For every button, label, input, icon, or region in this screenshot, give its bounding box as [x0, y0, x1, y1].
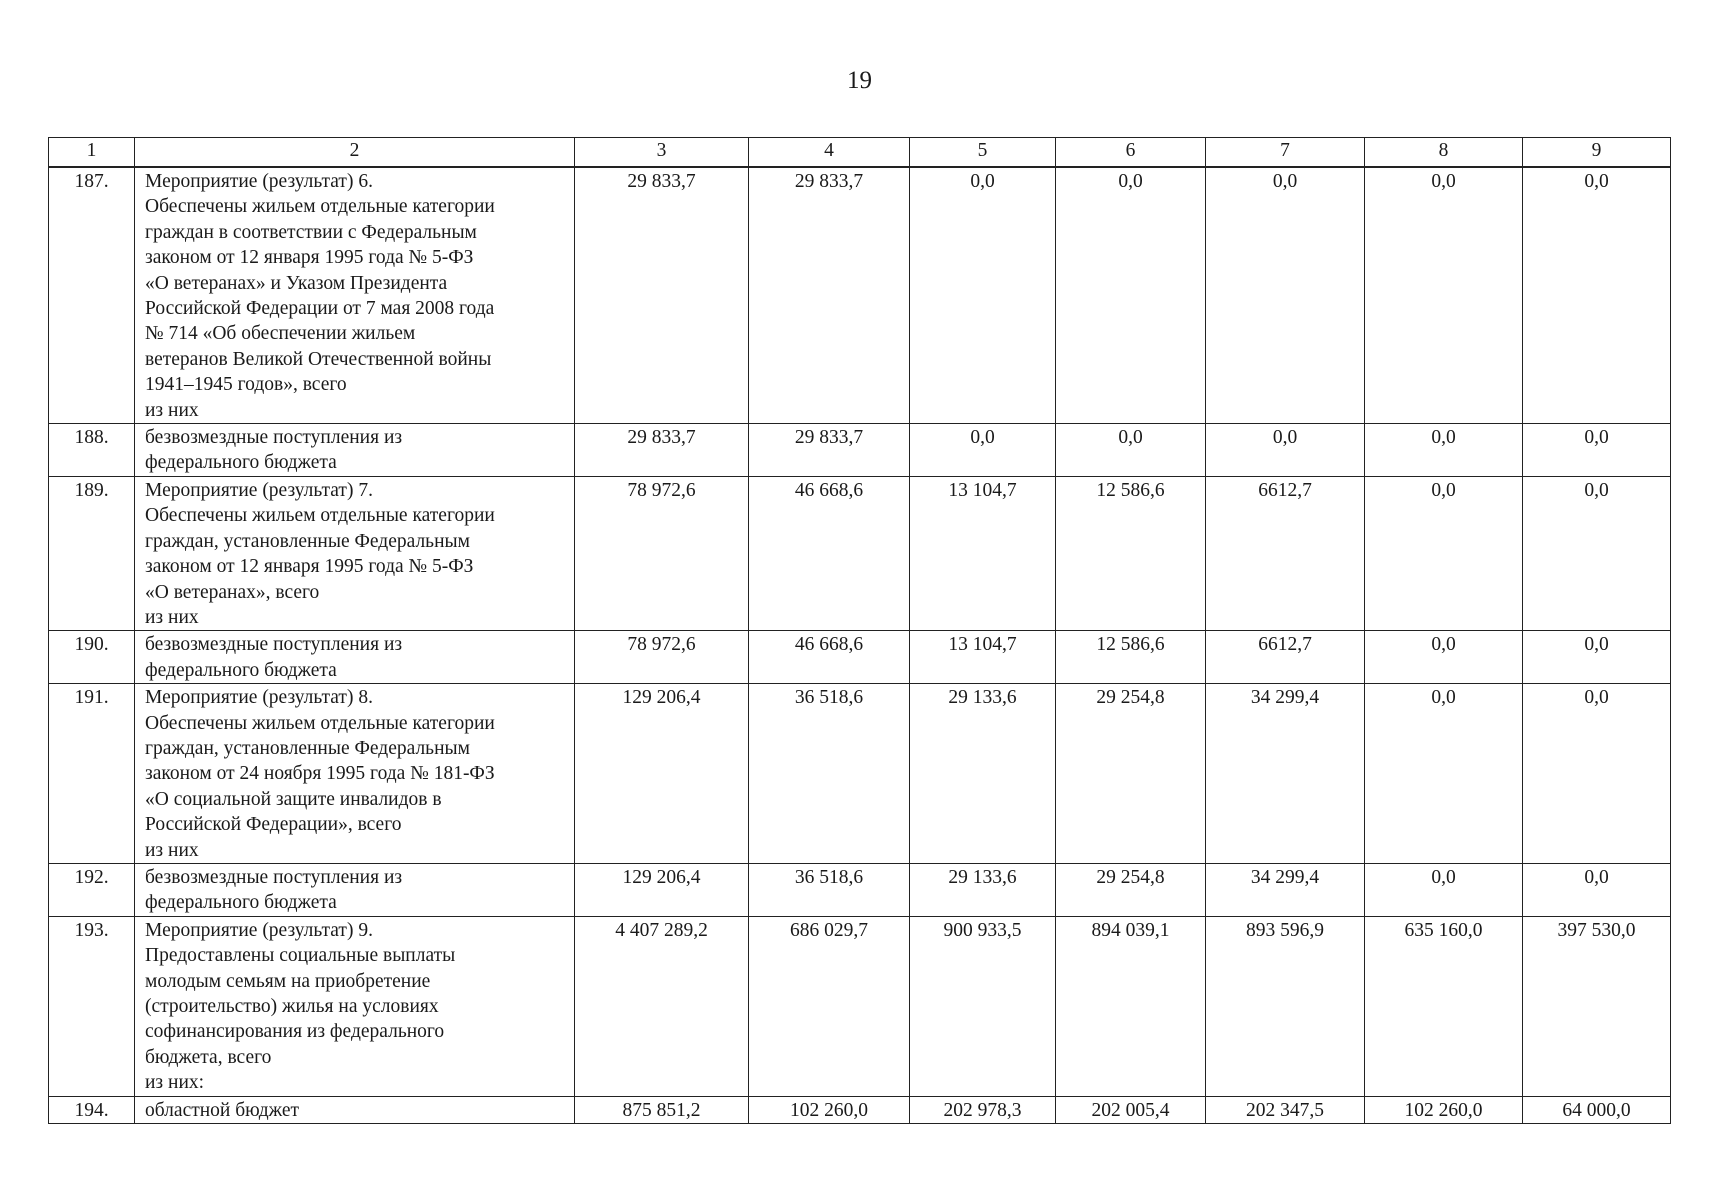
description-line: из них [145, 399, 199, 421]
value-col-6: 894 039,1 [1056, 916, 1206, 1096]
value-col-5: 202 978,3 [910, 1096, 1056, 1123]
table-body [49, 167, 1671, 1124]
value-col-6: 12 586,6 [1056, 476, 1206, 630]
row-description [135, 631, 575, 684]
value-col-4: 46 668,6 [749, 476, 910, 630]
row-number: 191. [49, 684, 135, 864]
description-line: Мероприятие (результат) 8. [145, 687, 373, 709]
description-line: Мероприятие (результат) 9. [145, 919, 373, 941]
column-header-8: 8 [1365, 138, 1523, 168]
description-line: «О социальной защите инвалидов в [145, 788, 442, 810]
value-col-7: 6612,7 [1206, 476, 1365, 630]
value-col-6: 12 586,6 [1056, 631, 1206, 684]
value-col-5: 0,0 [910, 167, 1056, 424]
column-header-3: 3 [575, 138, 749, 168]
value-col-9: 0,0 [1523, 631, 1671, 684]
value-col-9: 64 000,0 [1523, 1096, 1671, 1123]
description-line: Российской Федерации», всего [145, 814, 402, 836]
table-row [49, 916, 1671, 1096]
description-line: из них: [145, 1072, 205, 1094]
value-col-5: 13 104,7 [910, 631, 1056, 684]
value-col-6: 0,0 [1056, 424, 1206, 477]
row-description [135, 424, 575, 477]
description-line: граждан, установленные Федеральным [145, 530, 470, 552]
value-col-6: 202 005,4 [1056, 1096, 1206, 1123]
description-line: бюджета, всего [145, 1046, 272, 1068]
row-number: 190. [49, 631, 135, 684]
column-header-4: 4 [749, 138, 910, 168]
value-col-4: 29 833,7 [749, 167, 910, 424]
description-line: софинансирования из федерального [145, 1021, 445, 1043]
description-line: областной бюджет [145, 1099, 300, 1121]
value-col-8: 0,0 [1365, 863, 1523, 916]
description-line: федерального бюджета [145, 452, 337, 474]
description-line: Предоставлены социальные выплаты [145, 945, 456, 967]
column-header-1: 1 [49, 138, 135, 168]
value-col-6: 0,0 [1056, 167, 1206, 424]
value-col-3: 78 972,6 [575, 476, 749, 630]
budget-table [48, 137, 1671, 1124]
value-col-8: 0,0 [1365, 476, 1523, 630]
description-line: Мероприятие (результат) 7. [145, 479, 373, 501]
description-line: федерального бюджета [145, 892, 337, 914]
table-row [49, 863, 1671, 916]
value-col-7: 202 347,5 [1206, 1096, 1365, 1123]
value-col-7: 0,0 [1206, 167, 1365, 424]
description-line: безвозмездные поступления из [145, 634, 403, 656]
column-header-2: 2 [135, 138, 575, 168]
value-col-4: 102 260,0 [749, 1096, 910, 1123]
column-header-9: 9 [1523, 138, 1671, 168]
value-col-8: 0,0 [1365, 424, 1523, 477]
value-col-3: 29 833,7 [575, 424, 749, 477]
value-col-3: 29 833,7 [575, 167, 749, 424]
description-line: Обеспечены жильем отдельные категории [145, 505, 495, 527]
value-col-3: 129 206,4 [575, 684, 749, 864]
value-col-9: 0,0 [1523, 167, 1671, 424]
row-description [135, 863, 575, 916]
column-header-5: 5 [910, 138, 1056, 168]
row-description [135, 684, 575, 864]
description-line: «О ветеранах», всего [145, 581, 320, 603]
table-row [49, 1096, 1671, 1123]
table-row [49, 684, 1671, 864]
description-line: законом от 24 ноября 1995 года № 181-ФЗ [145, 763, 495, 785]
description-line: Обеспечены жильем отдельные категории [145, 196, 495, 218]
column-header-6: 6 [1056, 138, 1206, 168]
value-col-7: 893 596,9 [1206, 916, 1365, 1096]
description-line: 1941–1945 годов», всего [145, 374, 347, 396]
value-col-9: 397 530,0 [1523, 916, 1671, 1096]
value-col-8: 0,0 [1365, 167, 1523, 424]
header-row [49, 138, 1671, 168]
row-description [135, 167, 575, 424]
value-col-8: 0,0 [1365, 684, 1523, 864]
value-col-7: 34 299,4 [1206, 863, 1365, 916]
value-col-4: 686 029,7 [749, 916, 910, 1096]
value-col-7: 6612,7 [1206, 631, 1365, 684]
description-line: законом от 12 января 1995 года № 5-ФЗ [145, 247, 474, 269]
row-number: 192. [49, 863, 135, 916]
value-col-5: 900 933,5 [910, 916, 1056, 1096]
description-line: (строительство) жилья на условиях [145, 996, 439, 1017]
value-col-4: 29 833,7 [749, 424, 910, 477]
value-col-4: 36 518,6 [749, 863, 910, 916]
description-line: Обеспечены жильем отдельные категории [145, 712, 495, 734]
description-line: из них [145, 606, 199, 628]
value-col-6: 29 254,8 [1056, 863, 1206, 916]
row-description [135, 916, 575, 1096]
value-col-3: 4 407 289,2 [575, 916, 749, 1096]
value-col-7: 0,0 [1206, 424, 1365, 477]
row-description [135, 1096, 575, 1123]
table-row [49, 424, 1671, 477]
row-number: 193. [49, 916, 135, 1096]
value-col-4: 46 668,6 [749, 631, 910, 684]
value-col-3: 129 206,4 [575, 863, 749, 916]
description-line: Мероприятие (результат) 6. [145, 171, 373, 192]
value-col-9: 0,0 [1523, 424, 1671, 477]
description-line: № 714 «Об обеспечении жильем [145, 323, 416, 345]
description-line: из них [145, 839, 199, 861]
value-col-3: 78 972,6 [575, 631, 749, 684]
description-line: граждан, установленные Федеральным [145, 737, 470, 759]
table-row [49, 167, 1671, 424]
row-number: 194. [49, 1096, 135, 1123]
row-description [135, 476, 575, 630]
value-col-9: 0,0 [1523, 476, 1671, 630]
value-col-5: 13 104,7 [910, 476, 1056, 630]
description-line: безвозмездные поступления из [145, 427, 403, 449]
value-col-8: 102 260,0 [1365, 1096, 1523, 1123]
description-line: законом от 12 января 1995 года № 5-ФЗ [145, 556, 474, 578]
column-header-7: 7 [1206, 138, 1365, 168]
description-line: Российской Федерации от 7 мая 2008 года [145, 298, 495, 320]
description-line: граждан в соответствии с Федеральным [145, 221, 477, 243]
value-col-5: 29 133,6 [910, 684, 1056, 864]
value-col-9: 0,0 [1523, 684, 1671, 864]
description-line: молодым семьям на приобретение [145, 970, 431, 992]
value-col-8: 0,0 [1365, 631, 1523, 684]
row-number: 188. [49, 424, 135, 477]
table-row [49, 631, 1671, 684]
value-col-4: 36 518,6 [749, 684, 910, 864]
description-line: федерального бюджета [145, 659, 337, 681]
table-row [49, 476, 1671, 630]
value-col-8: 635 160,0 [1365, 916, 1523, 1096]
description-line: ветеранов Великой Отечественной войны [145, 348, 492, 370]
row-number: 187. [49, 167, 135, 424]
description-line: безвозмездные поступления из [145, 866, 403, 888]
page-number: 19 [847, 67, 872, 94]
value-col-9: 0,0 [1523, 863, 1671, 916]
value-col-3: 875 851,2 [575, 1096, 749, 1123]
value-col-5: 0,0 [910, 424, 1056, 477]
row-number: 189. [49, 476, 135, 630]
description-line: «О ветеранах» и Указом Президента [145, 272, 448, 294]
value-col-7: 34 299,4 [1206, 684, 1365, 864]
value-col-6: 29 254,8 [1056, 684, 1206, 864]
value-col-5: 29 133,6 [910, 863, 1056, 916]
